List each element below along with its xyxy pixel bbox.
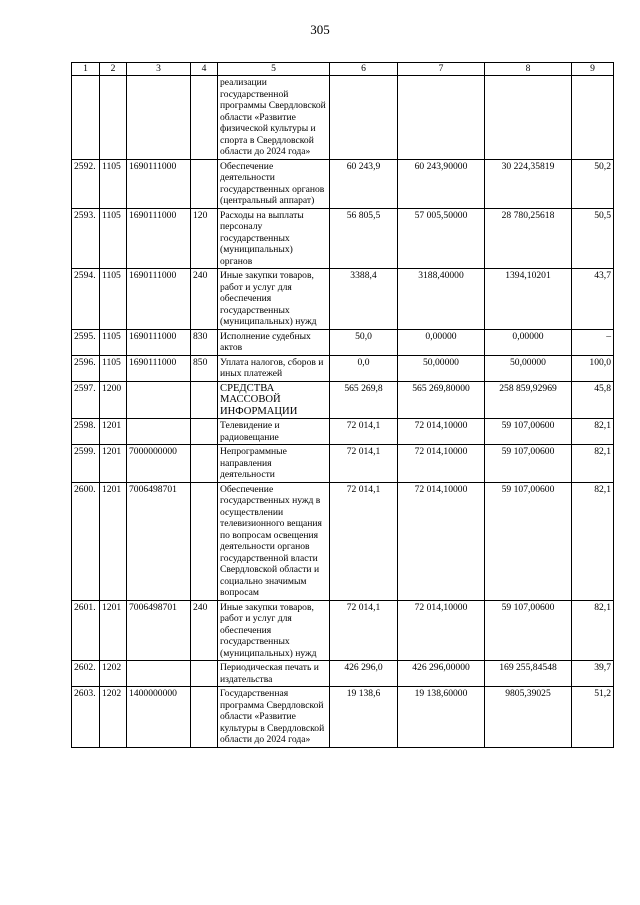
target-article-cell: 7000000000 xyxy=(127,445,191,483)
row-number-cell: 2598. xyxy=(72,419,100,445)
expense-type-cell: 120 xyxy=(191,208,218,269)
expense-type-cell xyxy=(191,687,218,748)
section-code-cell: 1105 xyxy=(100,208,127,269)
expense-type-cell xyxy=(191,445,218,483)
target-article-cell: 1690111000 xyxy=(127,355,191,381)
column-header: 5 xyxy=(218,63,330,76)
header-row xyxy=(72,63,614,76)
row-number-cell: 2592. xyxy=(72,159,100,208)
section-code-cell xyxy=(100,76,127,160)
executed-amount-cell: 9805,39025 xyxy=(485,687,572,748)
plan-amount-cell: 50,0 xyxy=(330,329,398,355)
approved-amount-cell: 57 005,50000 xyxy=(398,208,485,269)
execution-percent-cell: 82,1 xyxy=(572,445,614,483)
table-row xyxy=(72,329,614,355)
target-article-cell xyxy=(127,661,191,687)
item-name-cell: Расходы на выплаты персоналу государственных (муниципальных) органов xyxy=(218,208,330,269)
approved-amount-cell: 60 243,90000 xyxy=(398,159,485,208)
execution-percent-cell: – xyxy=(572,329,614,355)
execution-percent-cell: 45,8 xyxy=(572,381,614,419)
section-code-cell: 1201 xyxy=(100,445,127,483)
expense-type-cell xyxy=(191,381,218,419)
section-code-cell: 1202 xyxy=(100,687,127,748)
item-name-cell: СРЕДСТВА МАССОВОЙ ИНФОРМАЦИИ xyxy=(218,381,330,419)
target-article-cell: 1400000000 xyxy=(127,687,191,748)
expense-type-cell xyxy=(191,419,218,445)
table-row xyxy=(72,355,614,381)
expense-type-cell xyxy=(191,661,218,687)
column-header: 1 xyxy=(72,63,100,76)
row-number-cell: 2597. xyxy=(72,381,100,419)
expense-type-cell xyxy=(191,482,218,600)
target-article-cell xyxy=(127,419,191,445)
approved-amount-cell: 19 138,60000 xyxy=(398,687,485,748)
expense-type-cell xyxy=(191,76,218,160)
execution-percent-cell: 82,1 xyxy=(572,600,614,661)
table-row xyxy=(72,208,614,269)
row-number-cell: 2593. xyxy=(72,208,100,269)
item-name-cell: Обеспечение государственных нужд в осуществлении телевизионного вещания по вопросам освещения деятельности органов государственной власти Свердловской области и социально значимым вопросам xyxy=(218,482,330,600)
target-article-cell: 7006498701 xyxy=(127,600,191,661)
row-number-cell: 2600. xyxy=(72,482,100,600)
execution-percent-cell: 51,2 xyxy=(572,687,614,748)
executed-amount-cell: 169 255,84548 xyxy=(485,661,572,687)
table-row xyxy=(72,482,614,600)
plan-amount-cell: 19 138,6 xyxy=(330,687,398,748)
plan-amount-cell: 72 014,1 xyxy=(330,600,398,661)
executed-amount-cell: 0,00000 xyxy=(485,329,572,355)
plan-amount-cell: 0,0 xyxy=(330,355,398,381)
item-name-cell: Телевидение и радиовещание xyxy=(218,419,330,445)
item-name-cell: Иные закупки товаров, работ и услуг для обеспечения государственных (муниципальных) нужд xyxy=(218,269,330,330)
expense-type-cell xyxy=(191,159,218,208)
approved-amount-cell: 3188,40000 xyxy=(398,269,485,330)
expense-type-cell: 830 xyxy=(191,329,218,355)
plan-amount-cell xyxy=(330,76,398,160)
expense-type-cell: 240 xyxy=(191,269,218,330)
column-header: 6 xyxy=(330,63,398,76)
section-code-cell: 1201 xyxy=(100,419,127,445)
approved-amount-cell: 565 269,80000 xyxy=(398,381,485,419)
item-name-cell: Государственная программа Свердловской области «Развитие культуры в Свердловской области до 2024 года» xyxy=(218,687,330,748)
plan-amount-cell: 565 269,8 xyxy=(330,381,398,419)
approved-amount-cell: 426 296,00000 xyxy=(398,661,485,687)
budget-table xyxy=(71,62,614,748)
row-number-cell xyxy=(72,76,100,160)
approved-amount-cell: 72 014,10000 xyxy=(398,445,485,483)
column-header: 8 xyxy=(485,63,572,76)
table-row xyxy=(72,159,614,208)
row-number-cell: 2602. xyxy=(72,661,100,687)
approved-amount-cell: 72 014,10000 xyxy=(398,419,485,445)
target-article-cell: 1690111000 xyxy=(127,329,191,355)
expense-type-cell: 850 xyxy=(191,355,218,381)
execution-percent-cell: 43,7 xyxy=(572,269,614,330)
plan-amount-cell: 72 014,1 xyxy=(330,482,398,600)
approved-amount-cell xyxy=(398,76,485,160)
column-header: 4 xyxy=(191,63,218,76)
executed-amount-cell: 28 780,25618 xyxy=(485,208,572,269)
plan-amount-cell: 60 243,9 xyxy=(330,159,398,208)
page-number: 305 xyxy=(310,22,330,37)
item-name-cell: Иные закупки товаров, работ и услуг для обеспечения государственных (муниципальных) нужд xyxy=(218,600,330,661)
item-name-cell: Периодическая печать и издательства xyxy=(218,661,330,687)
column-header: 7 xyxy=(398,63,485,76)
executed-amount-cell: 258 859,92969 xyxy=(485,381,572,419)
approved-amount-cell: 50,00000 xyxy=(398,355,485,381)
section-code-cell: 1105 xyxy=(100,355,127,381)
row-number-cell: 2603. xyxy=(72,687,100,748)
executed-amount-cell: 59 107,00600 xyxy=(485,419,572,445)
target-article-cell: 1690111000 xyxy=(127,269,191,330)
approved-amount-cell: 72 014,10000 xyxy=(398,600,485,661)
execution-percent-cell: 39,7 xyxy=(572,661,614,687)
table-row xyxy=(72,445,614,483)
plan-amount-cell: 426 296,0 xyxy=(330,661,398,687)
plan-amount-cell: 56 805,5 xyxy=(330,208,398,269)
approved-amount-cell: 72 014,10000 xyxy=(398,482,485,600)
executed-amount-cell xyxy=(485,76,572,160)
table-body xyxy=(72,76,614,748)
section-code-cell: 1202 xyxy=(100,661,127,687)
executed-amount-cell: 1394,10201 xyxy=(485,269,572,330)
execution-percent-cell: 82,1 xyxy=(572,482,614,600)
row-number-cell: 2594. xyxy=(72,269,100,330)
item-name-cell: реализации государственной программы Свердловской области «Развитие физической культуры и спорта в Свердловской области до 2024 года» xyxy=(218,76,330,160)
plan-amount-cell: 72 014,1 xyxy=(330,445,398,483)
executed-amount-cell: 50,00000 xyxy=(485,355,572,381)
row-number-cell: 2596. xyxy=(72,355,100,381)
table-row xyxy=(72,661,614,687)
row-number-cell: 2599. xyxy=(72,445,100,483)
row-number-cell: 2601. xyxy=(72,600,100,661)
execution-percent-cell: 100,0 xyxy=(572,355,614,381)
table-row xyxy=(72,76,614,160)
target-article-cell: 1690111000 xyxy=(127,159,191,208)
section-code-cell: 1105 xyxy=(100,159,127,208)
approved-amount-cell: 0,00000 xyxy=(398,329,485,355)
executed-amount-cell: 59 107,00600 xyxy=(485,445,572,483)
column-header: 3 xyxy=(127,63,191,76)
section-code-cell: 1105 xyxy=(100,269,127,330)
target-article-cell: 7006498701 xyxy=(127,482,191,600)
expense-type-cell: 240 xyxy=(191,600,218,661)
item-name-cell: Обеспечение деятельности государственных органов (центральный аппарат) xyxy=(218,159,330,208)
column-header: 2 xyxy=(100,63,127,76)
execution-percent-cell xyxy=(572,76,614,160)
column-header: 9 xyxy=(572,63,614,76)
plan-amount-cell: 3388,4 xyxy=(330,269,398,330)
target-article-cell: 1690111000 xyxy=(127,208,191,269)
target-article-cell xyxy=(127,76,191,160)
row-number-cell: 2595. xyxy=(72,329,100,355)
table-row xyxy=(72,687,614,748)
executed-amount-cell: 30 224,35819 xyxy=(485,159,572,208)
executed-amount-cell: 59 107,00600 xyxy=(485,600,572,661)
item-name-cell: Непрограммные направления деятельности xyxy=(218,445,330,483)
executed-amount-cell: 59 107,00600 xyxy=(485,482,572,600)
table-row xyxy=(72,600,614,661)
section-code-cell: 1201 xyxy=(100,482,127,600)
table-row xyxy=(72,269,614,330)
execution-percent-cell: 82,1 xyxy=(572,419,614,445)
section-code-cell: 1201 xyxy=(100,600,127,661)
target-article-cell xyxy=(127,381,191,419)
execution-percent-cell: 50,2 xyxy=(572,159,614,208)
plan-amount-cell: 72 014,1 xyxy=(330,419,398,445)
section-code-cell: 1200 xyxy=(100,381,127,419)
execution-percent-cell: 50,5 xyxy=(572,208,614,269)
table-row xyxy=(72,381,614,419)
item-name-cell: Уплата налогов, сборов и иных платежей xyxy=(218,355,330,381)
section-code-cell: 1105 xyxy=(100,329,127,355)
table-row xyxy=(72,419,614,445)
item-name-cell: Исполнение судебных актов xyxy=(218,329,330,355)
